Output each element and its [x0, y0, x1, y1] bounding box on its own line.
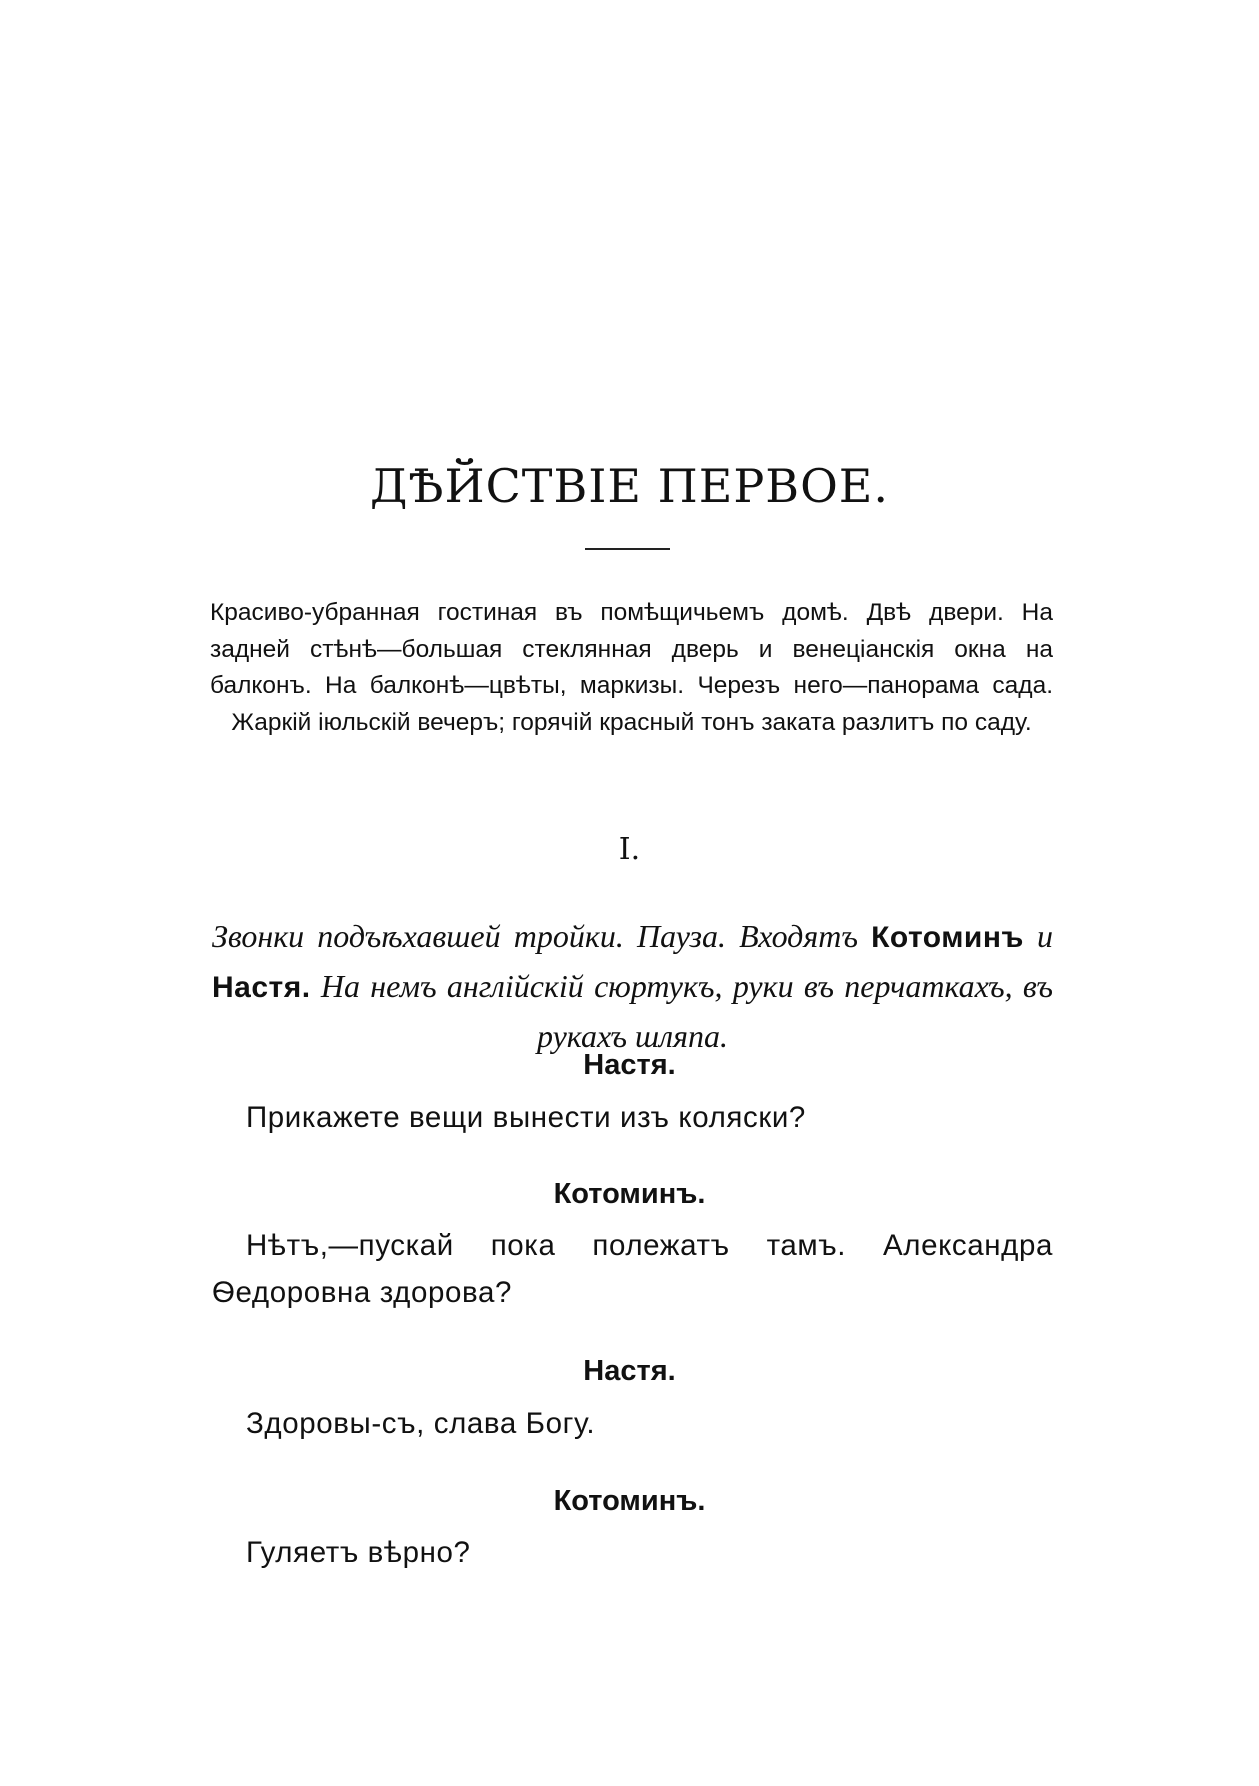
- speaker-name: Настя.: [583, 1049, 676, 1081]
- entrance-text-2: и: [1023, 918, 1054, 954]
- title-divider: [585, 548, 670, 550]
- character-name-kotomin: Котоминъ: [871, 921, 1024, 954]
- speaker-name: Котоминъ.: [553, 1178, 706, 1210]
- speech-line: Нѣтъ,—пускай пока полежатъ тамъ. Александра Ѳедоровна здорова?: [212, 1229, 1053, 1309]
- speech-line: Прикажете вещи вынести изъ коляски?: [246, 1101, 806, 1134]
- speaker-name: Котоминъ.: [553, 1485, 706, 1517]
- entrance-text-1: Звонки подъѣхавшей тройки. Пауза. Входятъ: [212, 918, 872, 954]
- act-title: ДѢЙСТВІЕ ПЕРВОЕ.: [370, 459, 889, 513]
- setting-description: Красиво-убранная гостиная въ помѣщичьемъ домѣ. Двѣ двери. На задней стѣнѣ—большая стеклянная дверь и венеціанскія окна на балконъ. На балконѣ—цвѣты, маркизы. Черезъ него—панорама сада. Жаркій іюльскій вечеръ; горячій красный тонъ заката разлитъ по саду.: [210, 599, 1053, 736]
- speech-line: Гуляетъ вѣрно?: [246, 1536, 471, 1569]
- speech-line: Здоровы-съ, слава Богу.: [246, 1407, 596, 1440]
- character-name-nastya: Настя.: [212, 971, 311, 1004]
- speaker-name: Настя.: [583, 1355, 676, 1387]
- scene-number: I.: [618, 832, 641, 867]
- entrance-text-3: На немъ англійскій сюртукъ, руки въ перчаткахъ, въ рукахъ шляпа.: [310, 968, 1053, 1054]
- entrance-direction: [212, 912, 1053, 1061]
